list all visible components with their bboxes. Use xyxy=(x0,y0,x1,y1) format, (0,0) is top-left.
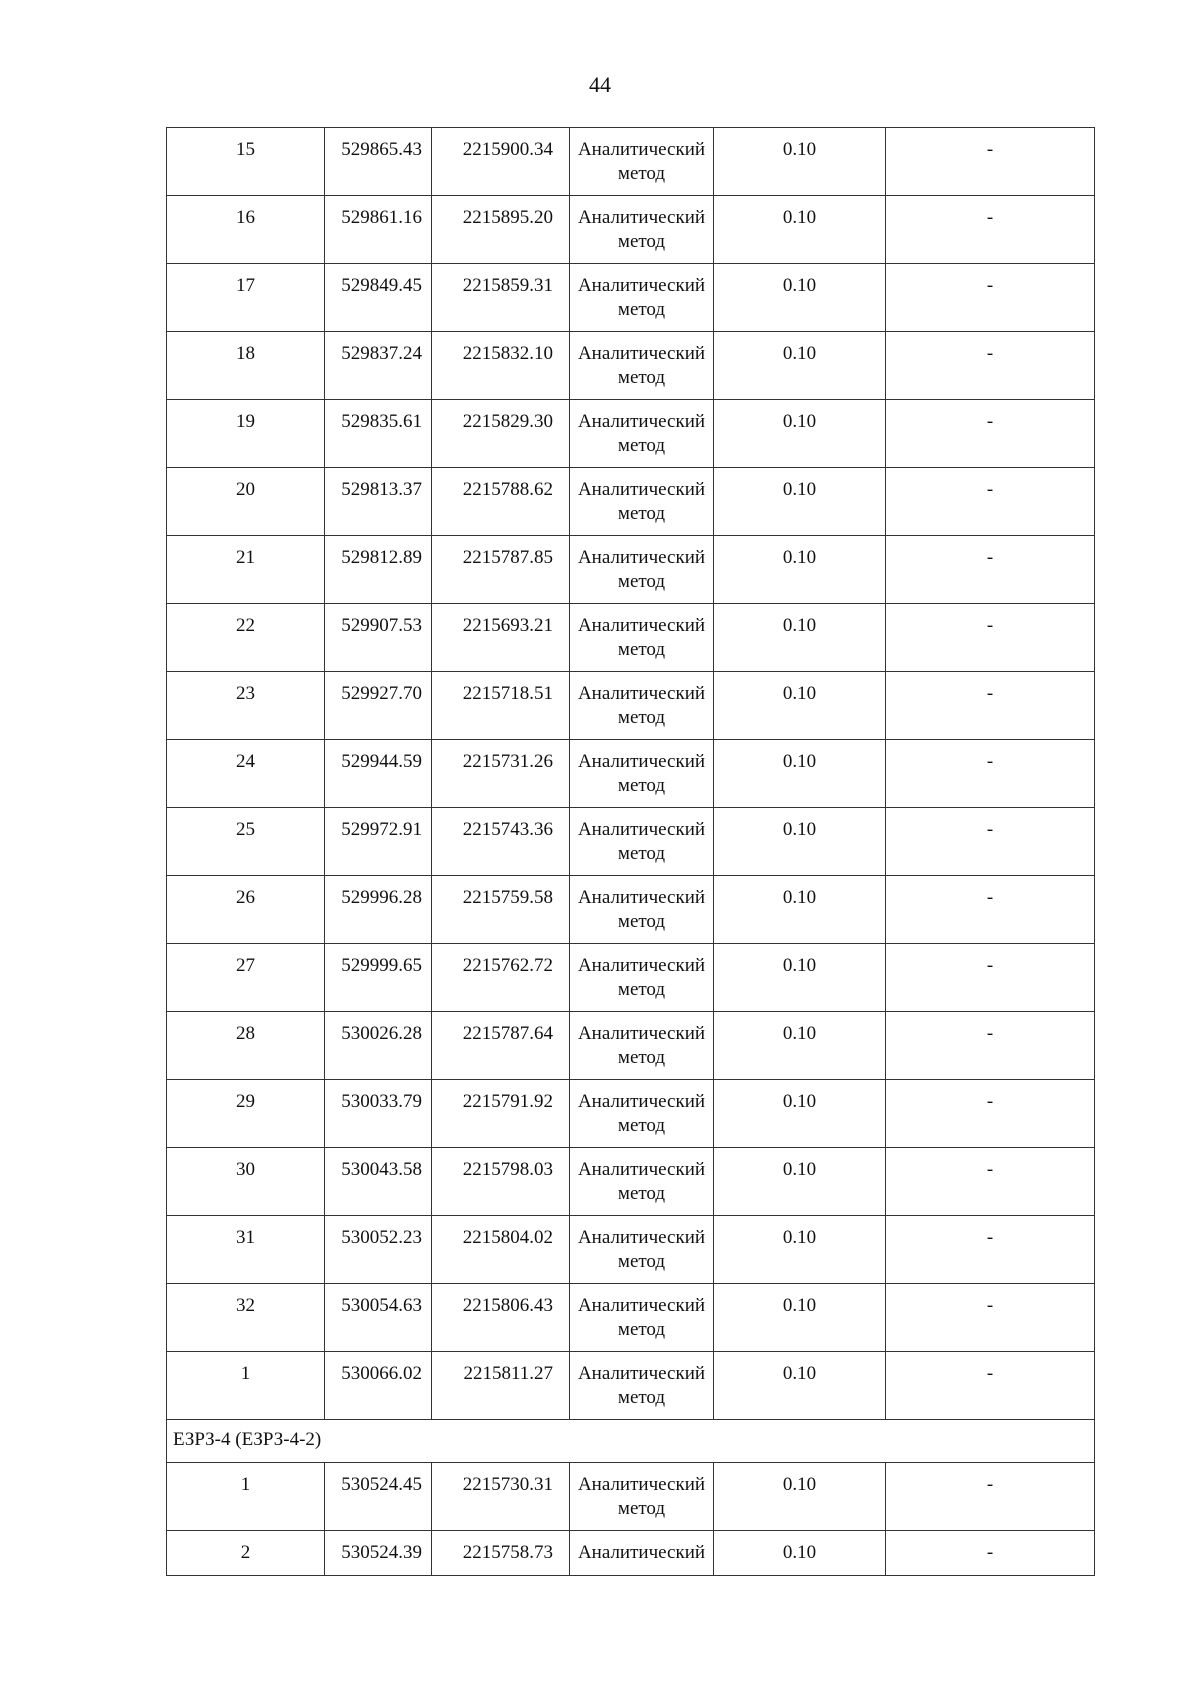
note-cell: - xyxy=(886,264,1095,332)
method-cell: Аналитический метод xyxy=(570,672,714,740)
method-cell: Аналитический метод xyxy=(570,1216,714,1284)
y-coordinate-cell: 2215900.34 xyxy=(432,128,570,196)
group-header-row xyxy=(167,1420,1095,1463)
method-cell: Аналитический метод xyxy=(570,196,714,264)
x-coordinate-cell: 530524.45 xyxy=(325,1463,432,1531)
y-coordinate-cell: 2215788.62 xyxy=(432,468,570,536)
coordinates-table-body xyxy=(167,128,1095,1576)
method-cell: Аналитический метод xyxy=(570,1080,714,1148)
accuracy-cell: 0.10 xyxy=(714,876,886,944)
y-coordinate-cell: 2215832.10 xyxy=(432,332,570,400)
note-cell: - xyxy=(886,400,1095,468)
method-cell: Аналитический метод xyxy=(570,740,714,808)
method-cell: Аналитический метод xyxy=(570,264,714,332)
note-cell: - xyxy=(886,468,1095,536)
x-coordinate-cell: 529835.61 xyxy=(325,400,432,468)
accuracy-cell: 0.10 xyxy=(714,808,886,876)
note-cell: - xyxy=(886,1216,1095,1284)
method-cell: Аналитический метод xyxy=(570,876,714,944)
method-cell: Аналитический метод xyxy=(570,332,714,400)
table-row xyxy=(167,1148,1095,1216)
accuracy-cell: 0.10 xyxy=(714,400,886,468)
x-coordinate-cell: 529927.70 xyxy=(325,672,432,740)
x-coordinate-cell: 529813.37 xyxy=(325,468,432,536)
note-cell: - xyxy=(886,332,1095,400)
table-row xyxy=(167,1463,1095,1531)
point-number-cell: 31 xyxy=(167,1216,325,1284)
table-row xyxy=(167,128,1095,196)
x-coordinate-cell: 529907.53 xyxy=(325,604,432,672)
x-coordinate-cell: 529812.89 xyxy=(325,536,432,604)
y-coordinate-cell: 2215758.73 xyxy=(432,1531,570,1576)
point-number-cell: 2 xyxy=(167,1531,325,1576)
method-cell: Аналитический метод xyxy=(570,604,714,672)
point-number-cell: 17 xyxy=(167,264,325,332)
table-row xyxy=(167,264,1095,332)
accuracy-cell: 0.10 xyxy=(714,1148,886,1216)
x-coordinate-cell: 529996.28 xyxy=(325,876,432,944)
table-row xyxy=(167,808,1095,876)
point-number-cell: 19 xyxy=(167,400,325,468)
note-cell: - xyxy=(886,536,1095,604)
note-cell: - xyxy=(886,1012,1095,1080)
note-cell: - xyxy=(886,808,1095,876)
table-row xyxy=(167,944,1095,1012)
accuracy-cell: 0.10 xyxy=(714,1012,886,1080)
table-row xyxy=(167,1012,1095,1080)
group-label: ЕЗРЗ-4 (ЕЗРЗ-4-2) xyxy=(167,1420,1095,1463)
table-row xyxy=(167,332,1095,400)
point-number-cell: 28 xyxy=(167,1012,325,1080)
accuracy-cell: 0.10 xyxy=(714,128,886,196)
note-cell: - xyxy=(886,1463,1095,1531)
x-coordinate-cell: 530054.63 xyxy=(325,1284,432,1352)
x-coordinate-cell: 530043.58 xyxy=(325,1148,432,1216)
method-cell: Аналитический метод xyxy=(570,1148,714,1216)
method-cell: Аналитический метод xyxy=(570,1284,714,1352)
note-cell: - xyxy=(886,876,1095,944)
point-number-cell: 29 xyxy=(167,1080,325,1148)
note-cell: - xyxy=(886,1284,1095,1352)
table-row xyxy=(167,672,1095,740)
method-cell: Аналитический метод xyxy=(570,944,714,1012)
method-cell: Аналитический метод xyxy=(570,1463,714,1531)
point-number-cell: 21 xyxy=(167,536,325,604)
note-cell: - xyxy=(886,944,1095,1012)
x-coordinate-cell: 529944.59 xyxy=(325,740,432,808)
accuracy-cell: 0.10 xyxy=(714,468,886,536)
point-number-cell: 1 xyxy=(167,1463,325,1531)
x-coordinate-cell: 529865.43 xyxy=(325,128,432,196)
y-coordinate-cell: 2215730.31 xyxy=(432,1463,570,1531)
y-coordinate-cell: 2215829.30 xyxy=(432,400,570,468)
note-cell: - xyxy=(886,1080,1095,1148)
note-cell: - xyxy=(886,128,1095,196)
coordinates-table xyxy=(166,127,1095,1576)
note-cell: - xyxy=(886,740,1095,808)
table-row xyxy=(167,468,1095,536)
accuracy-cell: 0.10 xyxy=(714,740,886,808)
y-coordinate-cell: 2215693.21 xyxy=(432,604,570,672)
y-coordinate-cell: 2215762.72 xyxy=(432,944,570,1012)
x-coordinate-cell: 529837.24 xyxy=(325,332,432,400)
accuracy-cell: 0.10 xyxy=(714,1531,886,1576)
x-coordinate-cell: 530033.79 xyxy=(325,1080,432,1148)
table-row xyxy=(167,1352,1095,1420)
method-cell: Аналитический метод xyxy=(570,128,714,196)
point-number-cell: 32 xyxy=(167,1284,325,1352)
accuracy-cell: 0.10 xyxy=(714,264,886,332)
y-coordinate-cell: 2215759.58 xyxy=(432,876,570,944)
y-coordinate-cell: 2215743.36 xyxy=(432,808,570,876)
note-cell: - xyxy=(886,196,1095,264)
y-coordinate-cell: 2215787.64 xyxy=(432,1012,570,1080)
accuracy-cell: 0.10 xyxy=(714,1463,886,1531)
y-coordinate-cell: 2215806.43 xyxy=(432,1284,570,1352)
y-coordinate-cell: 2215895.20 xyxy=(432,196,570,264)
table-row xyxy=(167,536,1095,604)
table-row xyxy=(167,604,1095,672)
table-row xyxy=(167,400,1095,468)
point-number-cell: 1 xyxy=(167,1352,325,1420)
point-number-cell: 26 xyxy=(167,876,325,944)
method-cell: Аналитический метод xyxy=(570,1352,714,1420)
y-coordinate-cell: 2215791.92 xyxy=(432,1080,570,1148)
accuracy-cell: 0.10 xyxy=(714,332,886,400)
note-cell: - xyxy=(886,604,1095,672)
method-cell: Аналитический метод xyxy=(570,536,714,604)
accuracy-cell: 0.10 xyxy=(714,536,886,604)
point-number-cell: 24 xyxy=(167,740,325,808)
y-coordinate-cell: 2215718.51 xyxy=(432,672,570,740)
point-number-cell: 18 xyxy=(167,332,325,400)
x-coordinate-cell: 529972.91 xyxy=(325,808,432,876)
y-coordinate-cell: 2215798.03 xyxy=(432,1148,570,1216)
method-cell: Аналитический метод xyxy=(570,808,714,876)
x-coordinate-cell: 529861.16 xyxy=(325,196,432,264)
accuracy-cell: 0.10 xyxy=(714,1216,886,1284)
method-cell: Аналитический метод xyxy=(570,1012,714,1080)
note-cell: - xyxy=(886,1352,1095,1420)
method-cell: Аналитический метод xyxy=(570,468,714,536)
point-number-cell: 20 xyxy=(167,468,325,536)
accuracy-cell: 0.10 xyxy=(714,604,886,672)
note-cell: - xyxy=(886,1148,1095,1216)
x-coordinate-cell: 529999.65 xyxy=(325,944,432,1012)
point-number-cell: 25 xyxy=(167,808,325,876)
x-coordinate-cell: 529849.45 xyxy=(325,264,432,332)
table-row xyxy=(167,1080,1095,1148)
table-row xyxy=(167,1531,1095,1576)
note-cell: - xyxy=(886,1531,1095,1576)
accuracy-cell: 0.10 xyxy=(714,944,886,1012)
point-number-cell: 27 xyxy=(167,944,325,1012)
accuracy-cell: 0.10 xyxy=(714,1352,886,1420)
accuracy-cell: 0.10 xyxy=(714,1284,886,1352)
page-number: 44 xyxy=(589,72,611,97)
accuracy-cell: 0.10 xyxy=(714,672,886,740)
note-cell: - xyxy=(886,672,1095,740)
x-coordinate-cell: 530524.39 xyxy=(325,1531,432,1576)
table-row xyxy=(167,740,1095,808)
table-row xyxy=(167,196,1095,264)
method-cell: Аналитический xyxy=(570,1531,714,1576)
method-cell: Аналитический метод xyxy=(570,400,714,468)
point-number-cell: 16 xyxy=(167,196,325,264)
point-number-cell: 30 xyxy=(167,1148,325,1216)
accuracy-cell: 0.10 xyxy=(714,196,886,264)
y-coordinate-cell: 2215811.27 xyxy=(432,1352,570,1420)
x-coordinate-cell: 530026.28 xyxy=(325,1012,432,1080)
table-row xyxy=(167,1284,1095,1352)
point-number-cell: 15 xyxy=(167,128,325,196)
y-coordinate-cell: 2215787.85 xyxy=(432,536,570,604)
point-number-cell: 22 xyxy=(167,604,325,672)
y-coordinate-cell: 2215804.02 xyxy=(432,1216,570,1284)
accuracy-cell: 0.10 xyxy=(714,1080,886,1148)
point-number-cell: 23 xyxy=(167,672,325,740)
y-coordinate-cell: 2215731.26 xyxy=(432,740,570,808)
x-coordinate-cell: 530066.02 xyxy=(325,1352,432,1420)
x-coordinate-cell: 530052.23 xyxy=(325,1216,432,1284)
table-row xyxy=(167,876,1095,944)
table-row xyxy=(167,1216,1095,1284)
y-coordinate-cell: 2215859.31 xyxy=(432,264,570,332)
